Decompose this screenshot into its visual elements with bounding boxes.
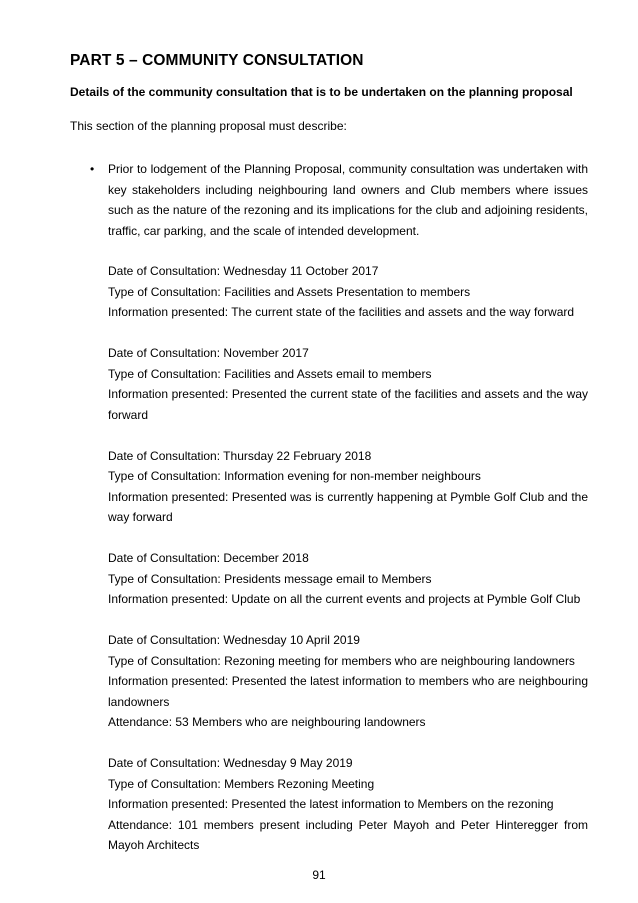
consultation-type: Type of Consultation: Facilities and Assets Presentation to members	[108, 284, 471, 299]
consultation-entry	[108, 261, 588, 323]
consultation-info: Information presented: The current state of the facilities and assets and the way forward	[108, 305, 575, 319]
consultation-type: Type of Consultation: Presidents message email to Members	[108, 571, 432, 586]
consultation-date: Date of Consultation: Wednesday 9 May 2019	[108, 756, 353, 770]
consultation-date: Date of Consultation: Wednesday 10 April 2019	[108, 633, 360, 647]
page-number: 91	[312, 868, 326, 882]
consultation-info: Information presented: Presented was is currently happening at Pymble Golf Club and the way forward	[108, 489, 588, 524]
consultation-date: Date of Consultation: November 2017	[108, 346, 309, 360]
bullet-text: Prior to lodgement of the Planning Proposal, community consultation was undertaken with key stakeholders including neighbouring land owners and Club members where issues such as the nature of the rezoning and its implications for the club and adjoining residents, traffic, car parking, and the scale of intended development.	[108, 162, 588, 238]
consultation-info: Information presented: Presented the current state of the facilities and assets and the way forward	[108, 387, 588, 422]
consultation-entry	[108, 343, 588, 425]
consultation-list	[108, 261, 588, 876]
consultation-entry	[108, 548, 588, 610]
page-title: PART 5 – COMMUNITY CONSULTATION	[70, 52, 364, 69]
consultation-info: Information presented: Update on all the current events and projects at Pymble Golf Club	[108, 592, 581, 606]
consultation-entry	[108, 753, 588, 856]
intro-paragraph: This section of the planning proposal must describe:	[70, 119, 347, 133]
bullet-marker: •	[90, 162, 95, 176]
consultation-date: Date of Consultation: Wednesday 11 October 2017	[108, 264, 379, 278]
consultation-date: Date of Consultation: Thursday 22 February 2018	[108, 448, 372, 463]
consultation-type: Type of Consultation: Rezoning meeting for members who are neighbouring landowners	[108, 653, 575, 668]
consultation-attendance: Attendance: 101 members present including Peter Mayoh and Peter Hinteregger from Mayoh Architects	[108, 817, 588, 852]
consultation-info: Information presented: Presented the latest information to Members on the rezoning	[108, 797, 554, 811]
consultation-entry	[108, 446, 588, 528]
consultation-type: Type of Consultation: Information evening for non-member neighbours	[108, 469, 481, 483]
consultation-type: Type of Consultation: Members Rezoning Meeting	[108, 776, 375, 791]
consultation-date: Date of Consultation: December 2018	[108, 551, 309, 565]
consultation-entry	[108, 630, 588, 733]
consultation-attendance: Attendance: 53 Members who are neighbouring landowners	[108, 715, 426, 729]
consultation-type: Type of Consultation: Facilities and Assets email to members	[108, 366, 432, 381]
consultation-info: Information presented: Presented the latest information to members who are neighbouring landowners	[108, 674, 588, 709]
section-subtitle: Details of the community consultation that is to be undertaken on the planning proposal	[70, 85, 573, 99]
